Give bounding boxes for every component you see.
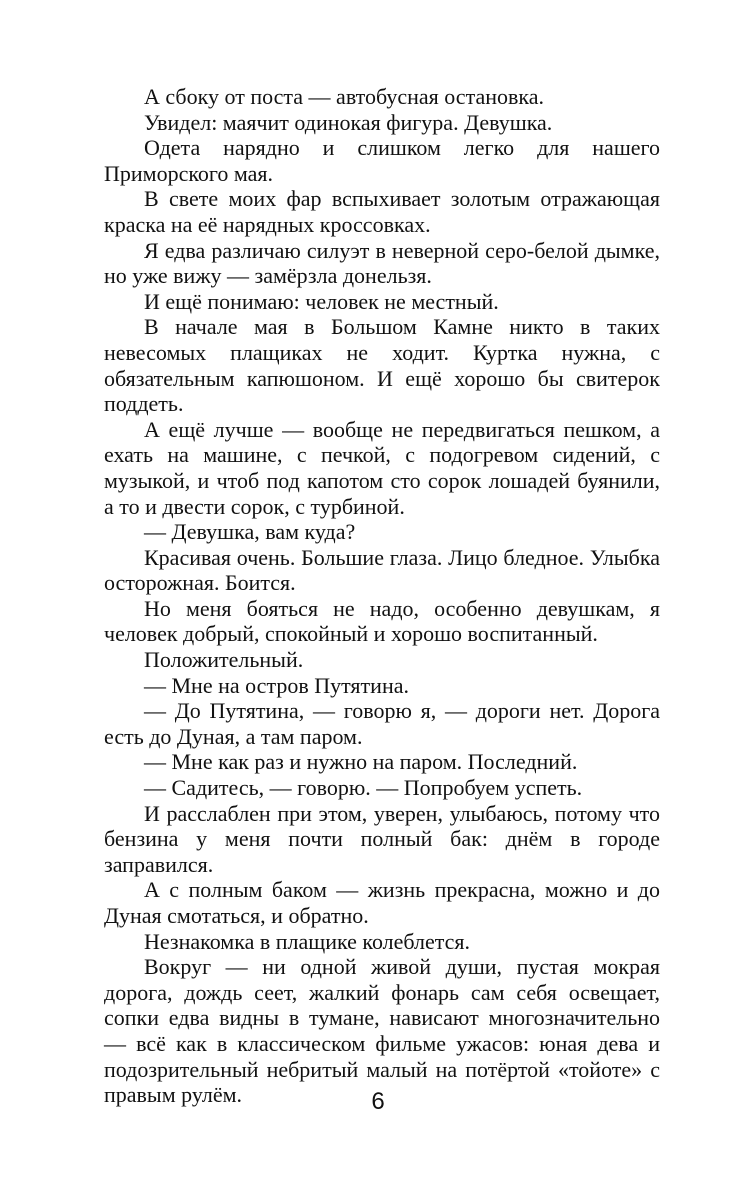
paragraph: Вокруг — ни одной живой души, пустая мокрая дорога, дождь сеет, жалкий фонарь сам себя освещает, сопки едва видны в тумане, нависают многозначительно — всё как в классическом фильме ужасов: юная дева и подозрительный небритый малый на потёртой «тойоте» с правым рулём. xyxy=(104,954,660,1108)
paragraph: Увидел: маячит одинокая фигура. Девушка. xyxy=(144,109,553,135)
paragraph: — Мне как раз и нужно на паром. Последний. xyxy=(144,749,578,775)
body-text xyxy=(104,84,660,1108)
paragraph: Но меня бояться не надо, особенно девушкам, я человек добрый, спокойный и хорошо воспитанный. xyxy=(104,595,660,647)
paragraph: В начале мая в Большом Камне никто в таких невесомых плащиках не ходит. Куртка нужна, с обязательным капюшоном. И ещё хорошо бы свитерок поддеть. xyxy=(104,314,660,417)
paragraph: А ещё лучше — вообще не передвигаться пешком, а ехать на машине, с печкой, с подогревом сидений, с музыкой, и чтоб под капотом сто сорок лошадей буянили, а то и двести сорок, с турбиной. xyxy=(104,416,660,519)
paragraph: А с полным баком — жизнь прекрасна, можно и до Дуная смотаться, и обратно. xyxy=(104,877,660,928)
paragraph: — Мне на остров Путятина. xyxy=(144,672,409,698)
paragraph: — Девушка, вам куда? xyxy=(144,519,356,545)
paragraph: Красивая очень. Большие глаза. Лицо бледное. Улыбка осторожная. Боится. xyxy=(104,544,660,596)
page-number: 6 xyxy=(371,1088,385,1115)
paragraph: А сбоку от поста — автобусная остановка. xyxy=(144,84,544,109)
paragraph: Одета нарядно и слишком легко для нашего Приморского мая. xyxy=(104,135,660,186)
paragraph: Я едва различаю силуэт в неверной серо-белой дымке, но уже вижу — замёрзла донельзя. xyxy=(104,237,660,289)
paragraph: В свете моих фар вспыхивает золотым отражающая краска на её нарядных кроссовках. xyxy=(104,186,660,237)
paragraph: И расслаблен при этом, уверен, улыбаюсь, потому что бензина у меня почти полный бак: днём в городе заправился. xyxy=(104,800,660,877)
paragraph: — Садитесь, — говорю. — Попробуем успеть. xyxy=(144,775,583,801)
paragraph: — До Путятина, — говорю я, — дороги нет. Дорога есть до Дуная, а там паром. xyxy=(104,698,660,749)
paragraph: И ещё понимаю: человек не местный. xyxy=(144,288,499,314)
paragraph: Положительный. xyxy=(144,647,304,673)
paragraph: Незнакомка в плащике колеблется. xyxy=(144,928,471,954)
